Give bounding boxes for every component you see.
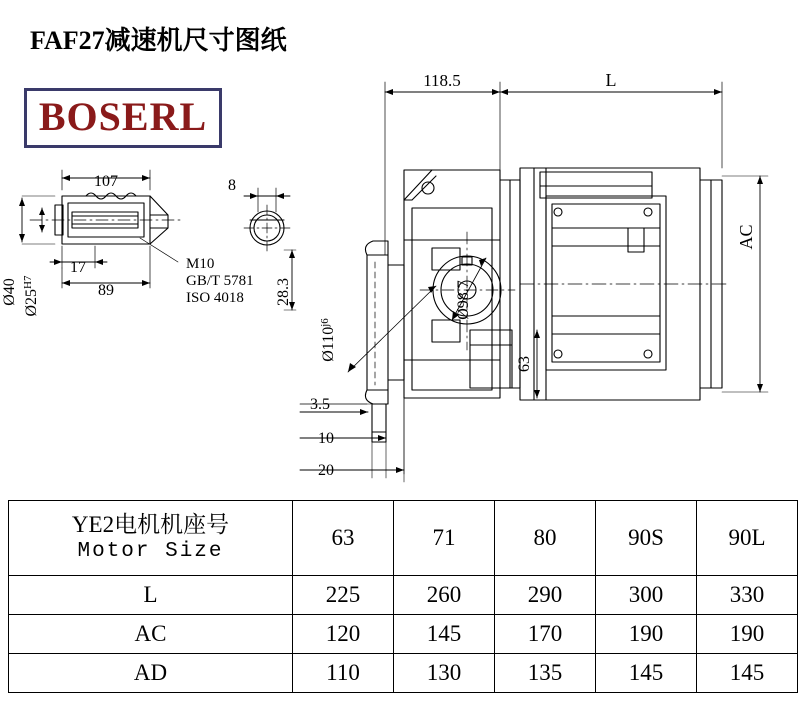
cell-L-0: 225 xyxy=(293,576,394,615)
dim-dia110: $Ø110^{j6}$ xyxy=(319,318,337,362)
note-iso: ISO 4018 xyxy=(186,290,244,306)
dim-3-5: 3.5 xyxy=(310,396,330,413)
dim-20: 20 xyxy=(318,462,334,479)
header-size-4: 90L xyxy=(697,501,798,576)
dim-AC: AC xyxy=(736,224,756,250)
cell-AD-2: 135 xyxy=(495,654,596,693)
dim-8: 8 xyxy=(228,177,236,194)
logo-text: BOSERL xyxy=(38,94,208,139)
cell-L-1: 260 xyxy=(394,576,495,615)
row-label-AD: AD xyxy=(9,654,293,693)
header-size-3: 90S xyxy=(596,501,697,576)
table-row xyxy=(9,615,798,654)
cell-AD-0: 110 xyxy=(293,654,394,693)
dim-107: 107 xyxy=(94,173,118,190)
cell-AC-4: 190 xyxy=(697,615,798,654)
cell-L-3: 300 xyxy=(596,576,697,615)
cell-AD-3: 145 xyxy=(596,654,697,693)
note-gbt: GB/T 5781 xyxy=(186,273,254,289)
cell-L-4: 330 xyxy=(697,576,798,615)
dim-dia25: $Ø25^{H7}$ xyxy=(22,275,40,317)
header-size-2: 80 xyxy=(495,501,596,576)
cell-AD-1: 130 xyxy=(394,654,495,693)
cell-AC-3: 190 xyxy=(596,615,697,654)
header-label-en: Motor Size xyxy=(77,540,224,564)
dim-118-5: 118.5 xyxy=(423,71,461,90)
cell-AC-1: 145 xyxy=(394,615,495,654)
dim-89: 89 xyxy=(98,282,114,299)
note-m10: M10 xyxy=(186,256,215,272)
header-size-1: 71 xyxy=(394,501,495,576)
dim-L: L xyxy=(605,70,617,90)
header-size-0: 63 xyxy=(293,501,394,576)
cell-AD-4: 145 xyxy=(697,654,798,693)
table-row-header xyxy=(9,501,798,576)
spec-table xyxy=(8,500,798,693)
dim-10: 10 xyxy=(318,430,334,447)
dim-17: 17 xyxy=(70,259,86,276)
header-label-cn: YE2电机机座号 xyxy=(71,511,230,537)
row-label-AC: AC xyxy=(9,615,293,654)
header-motor-size xyxy=(9,501,293,576)
row-label-L: L xyxy=(9,576,293,615)
dim-dia40: Ø40 xyxy=(1,278,18,306)
page-title: FAF27减速机尺寸图纸 xyxy=(30,26,287,55)
table-row xyxy=(9,576,798,615)
table-row xyxy=(9,654,798,693)
cell-AC-0: 120 xyxy=(293,615,394,654)
dim-28-3: 28.3 xyxy=(275,278,292,306)
cell-L-2: 290 xyxy=(495,576,596,615)
dim-63: 63 xyxy=(516,356,533,372)
dim-dia98-7: Ø98.7 xyxy=(455,280,472,320)
cell-AC-2: 170 xyxy=(495,615,596,654)
